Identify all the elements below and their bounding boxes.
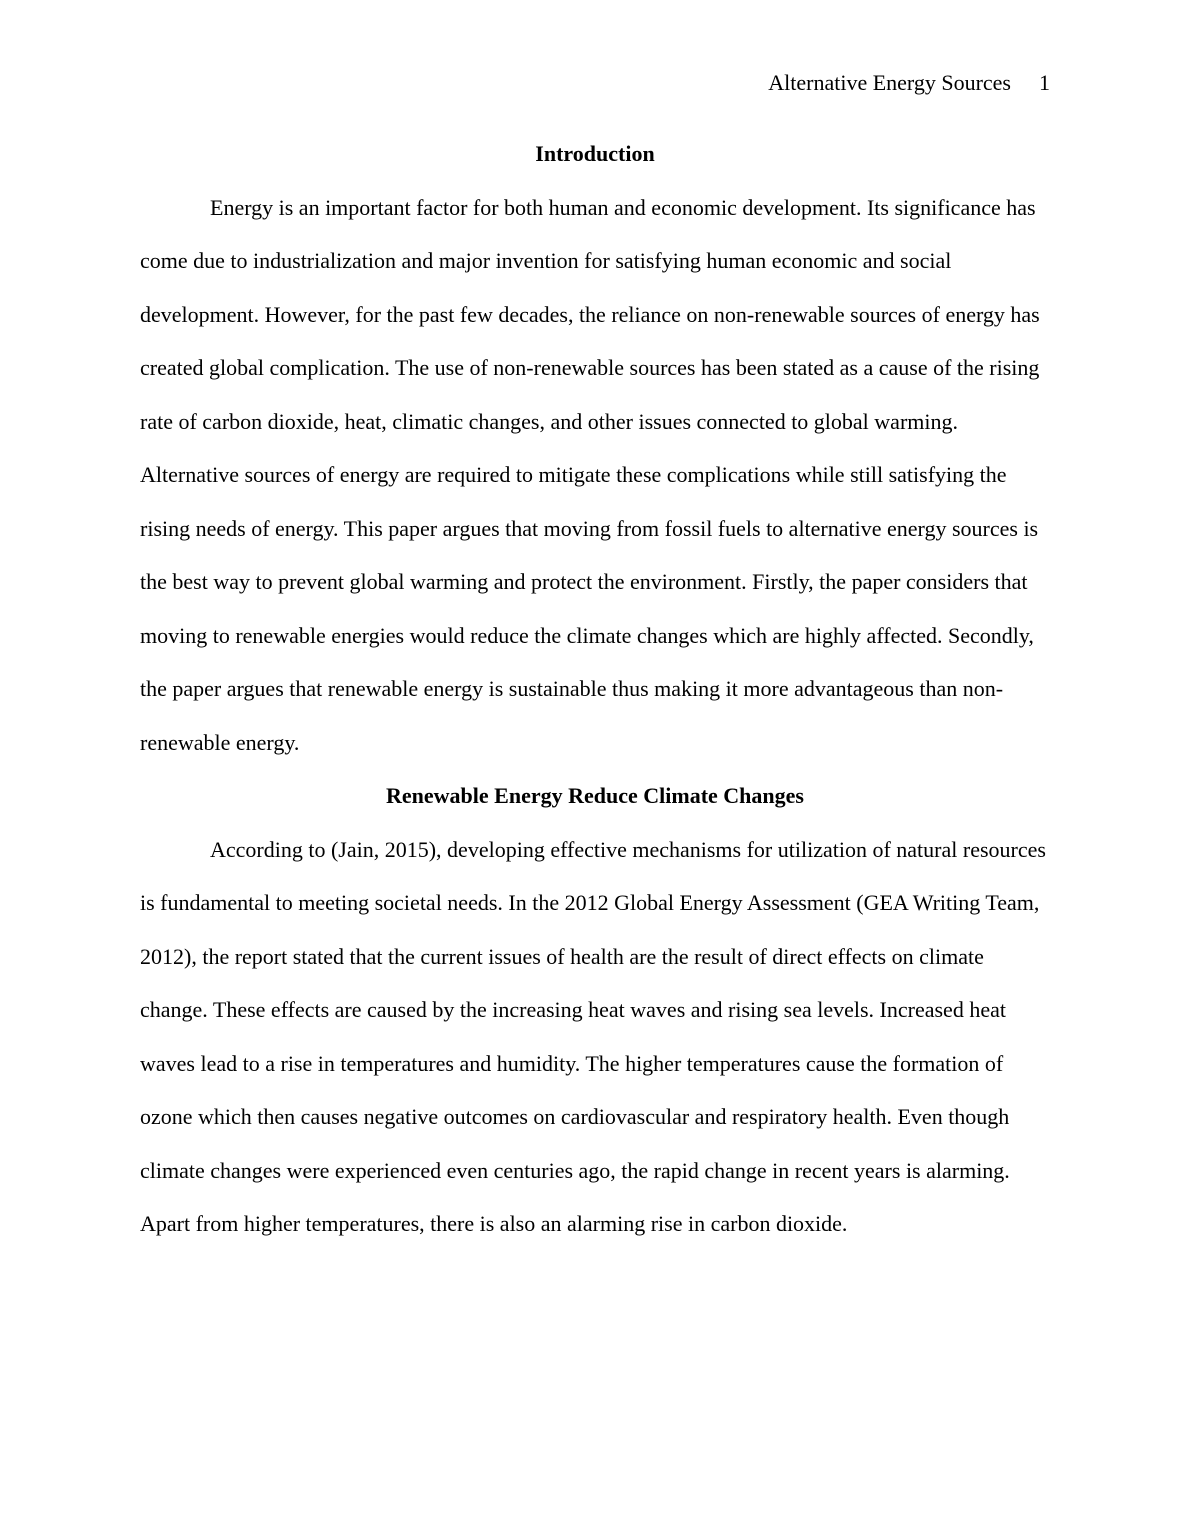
page-number: 1 (1039, 70, 1050, 95)
document-body (140, 127, 1050, 1251)
body-paragraph: According to (Jain, 2015), developing effective mechanisms for utilization of natural resources is fundamental to meeting societal needs. In the 2012 Global Energy Assessment (GEA Writing Team, 2012), the report stated that the current issues of health are the result of direct effects on climate change. These effects are caused by the increasing heat waves and rising sea levels. Increased heat waves lead to a rise in temperatures and humidity. The higher temperatures cause the formation of ozone which then causes negative outcomes on cardiovascular and respiratory health. Even though climate changes were experienced even centuries ago, the rapid change in recent years is alarming. Apart from higher temperatures, there is also an alarming rise in carbon dioxide. (140, 836, 1046, 1236)
body-paragraph: Energy is an important factor for both human and economic development. Its significance has come due to industrialization and major invention for satisfying human economic and social development. However, for the past few decades, the reliance on non-renewable sources of energy has created global complication. The use of non-renewable sources has been stated as a cause of the rising rate of carbon dioxide, heat, climatic changes, and other issues connected to global warming. Alternative sources of energy are required to mitigate these complications while still satisfying the rising needs of energy. This paper argues that moving from fossil fuels to alternative energy sources is the best way to prevent global warming and protect the environment. Firstly, the paper considers that moving to renewable energies would reduce the climate changes which are highly affected. Secondly, the paper argues that renewable energy is sustainable thus making it more advantageous than non-renewable energy. (140, 194, 1040, 755)
header-title: Alternative Energy Sources (768, 70, 1011, 95)
section-heading-renewable-energy: Renewable Energy Reduce Climate Changes (386, 783, 804, 808)
running-head (140, 70, 1050, 96)
section-heading-introduction: Introduction (535, 141, 655, 166)
